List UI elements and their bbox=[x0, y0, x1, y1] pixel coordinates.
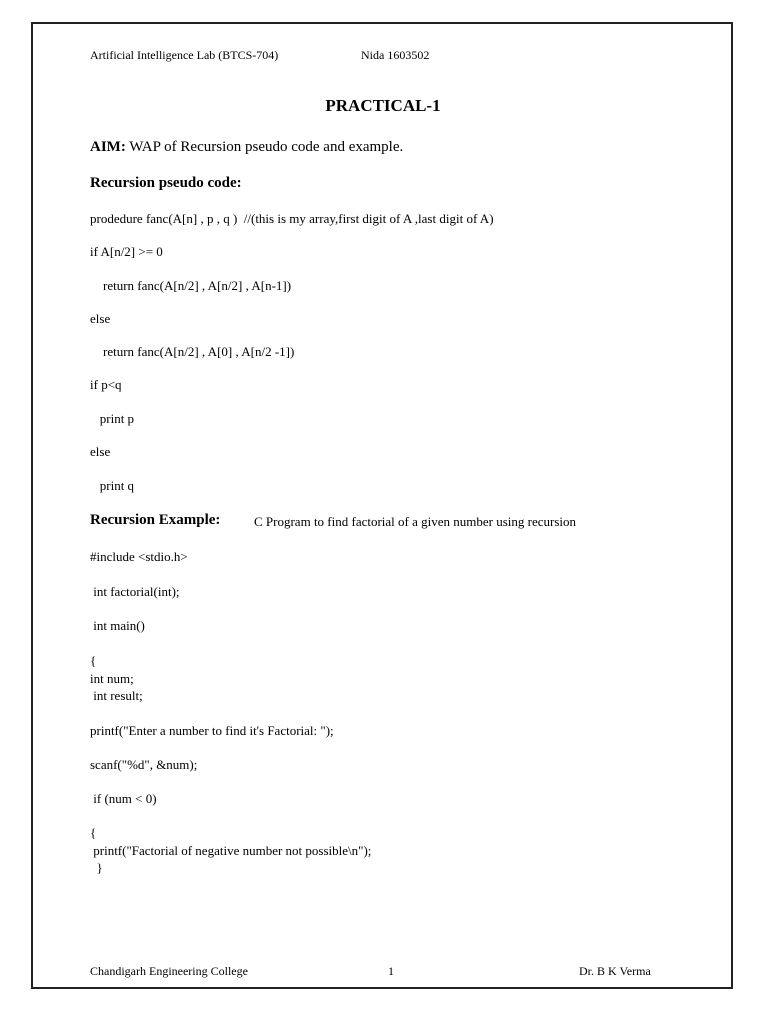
code-line: { bbox=[90, 825, 97, 840]
pseudo-heading: Recursion pseudo code: bbox=[90, 175, 242, 191]
pseudo-line: return fanc(A[n/2] , A[0] , A[n/2 -1]) bbox=[90, 344, 295, 359]
code-line: int factorial(int); bbox=[90, 584, 180, 599]
header-student: Nida 1603502 bbox=[361, 48, 430, 62]
code-line: int main() bbox=[90, 618, 145, 633]
aim-text: WAP of Recursion pseudo code and example. bbox=[125, 139, 404, 155]
page-title: PRACTICAL-1 bbox=[325, 96, 441, 115]
code-line: printf("Enter a number to find it's Factorial: "); bbox=[90, 723, 334, 738]
code-line: int result; bbox=[90, 688, 143, 703]
page-number: 1 bbox=[388, 964, 394, 978]
pseudo-line: if p<q bbox=[90, 377, 122, 392]
code-line: printf("Factorial of negative number not possible\n"); bbox=[90, 843, 372, 858]
code-line: } bbox=[90, 860, 103, 875]
pseudo-line: print q bbox=[90, 478, 135, 493]
aim-line bbox=[90, 138, 403, 156]
example-description: C Program to find factorial of a given number using recursion bbox=[254, 514, 577, 529]
pseudo-line: print p bbox=[90, 411, 135, 426]
document-page bbox=[31, 22, 733, 989]
footer-teacher: Dr. B K Verma bbox=[579, 964, 651, 978]
header-course: Artificial Intelligence Lab (BTCS-704) bbox=[90, 48, 279, 62]
code-line: int num; bbox=[90, 671, 134, 686]
pseudo-line: return fanc(A[n/2] , A[n/2] , A[n-1]) bbox=[90, 278, 292, 293]
code-line: #include <stdio.h> bbox=[90, 549, 188, 564]
code-line: { bbox=[90, 653, 97, 668]
code-line: scanf("%d", &num); bbox=[90, 757, 198, 772]
example-heading: Recursion Example: bbox=[90, 512, 221, 528]
pseudo-line: else bbox=[90, 311, 111, 326]
pseudo-line: prodedure fanc(A[n] , p , q ) //(this is my array,first digit of A ,last digit of A) bbox=[90, 211, 494, 226]
aim-label: AIM: bbox=[90, 139, 126, 155]
footer-college: Chandigarh Engineering College bbox=[90, 964, 248, 978]
pseudo-line: else bbox=[90, 444, 111, 459]
pseudo-line: if A[n/2] >= 0 bbox=[90, 244, 163, 259]
code-line: if (num < 0) bbox=[90, 791, 157, 806]
